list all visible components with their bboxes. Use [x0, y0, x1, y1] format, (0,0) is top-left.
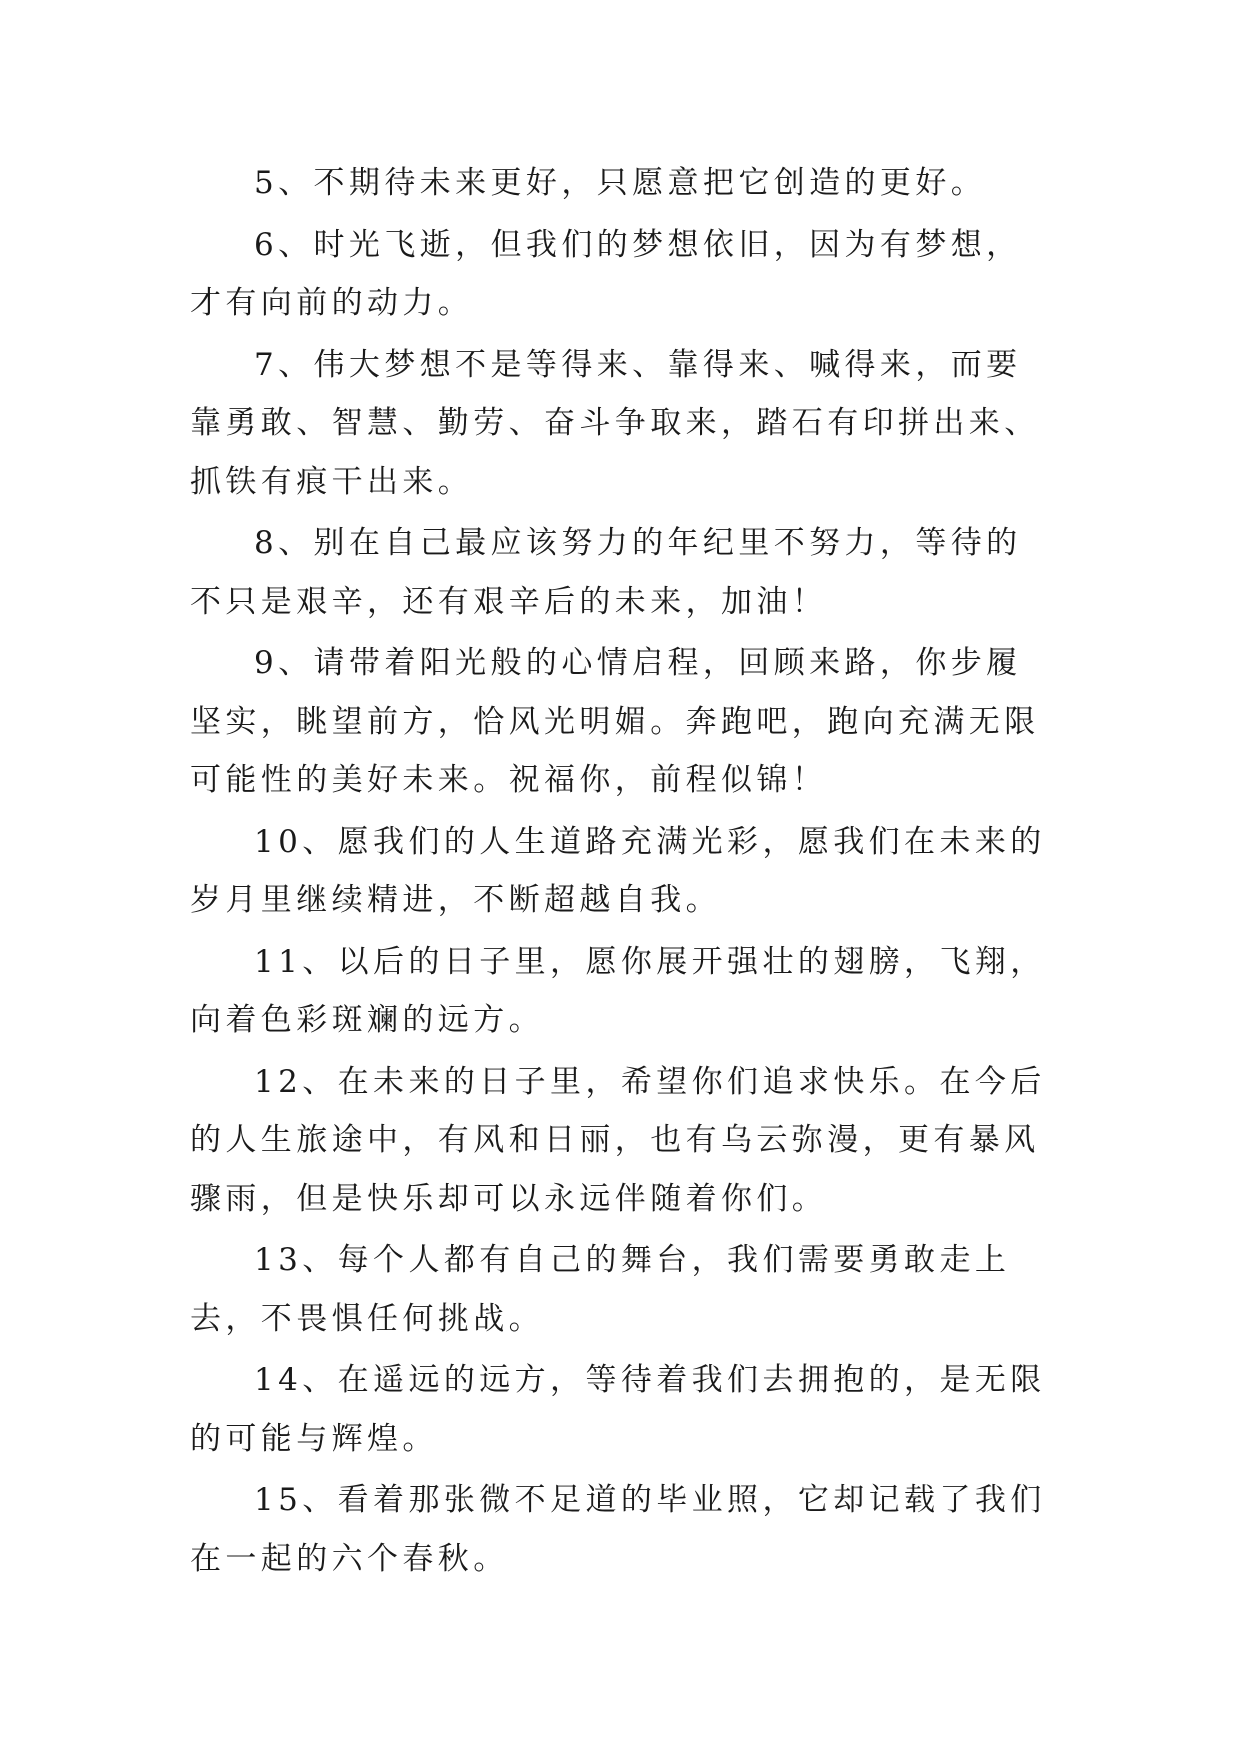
document-body: [190, 154, 1046, 1591]
paragraph-7: 7、伟大梦想不是等得来、靠得来、喊得来，而要靠勇敢、智慧、勤劳、奋斗争取来，踏石有印拼出来、抓铁有痕干出来。: [190, 346, 1040, 500]
paragraph-14: 14、在遥远的远方，等待着我们去拥抱的，是无限的可能与辉煌。: [190, 1362, 1046, 1457]
paragraph-9: 9、请带着阳光般的心情启程，回顾来路，你步履坚实，眺望前方，恰风光明媚。奔跑吧，跑向充满无限可能性的美好未来。祝福你，前程似锦！: [190, 645, 1040, 798]
paragraph-6: 6、时光飞逝，但我们的梦想依旧，因为有梦想，才有向前的动力。: [190, 226, 1022, 321]
paragraph-11: 11、以后的日子里，愿你展开强壮的翅膀，飞翔，向着色彩斑斓的远方。: [190, 943, 1046, 1038]
paragraph-13: 13、每个人都有自己的舞台，我们需要勇敢走上去，不畏惧任何挑战。: [190, 1242, 1011, 1337]
paragraph-5: 5、不期待未来更好，只愿意把它创造的更好。: [254, 165, 987, 201]
paragraph-8: 8、别在自己最应该努力的年纪里不努力，等待的不只是艰辛，还有艰辛后的未来，加油！: [190, 525, 1022, 620]
paragraph-15: 15、看着那张微不足道的毕业照，它却记载了我们在一起的六个春秋。: [190, 1482, 1046, 1577]
paragraph-10: 10、愿我们的人生道路充满光彩，愿我们在未来的岁月里继续精进，不断超越自我。: [190, 823, 1046, 918]
paragraph-12: 12、在未来的日子里，希望你们追求快乐。在今后的人生旅途中，有风和日丽，也有乌云弥漫，更有暴风骤雨，但是快乐却可以永远伴随着你们。: [190, 1063, 1046, 1217]
